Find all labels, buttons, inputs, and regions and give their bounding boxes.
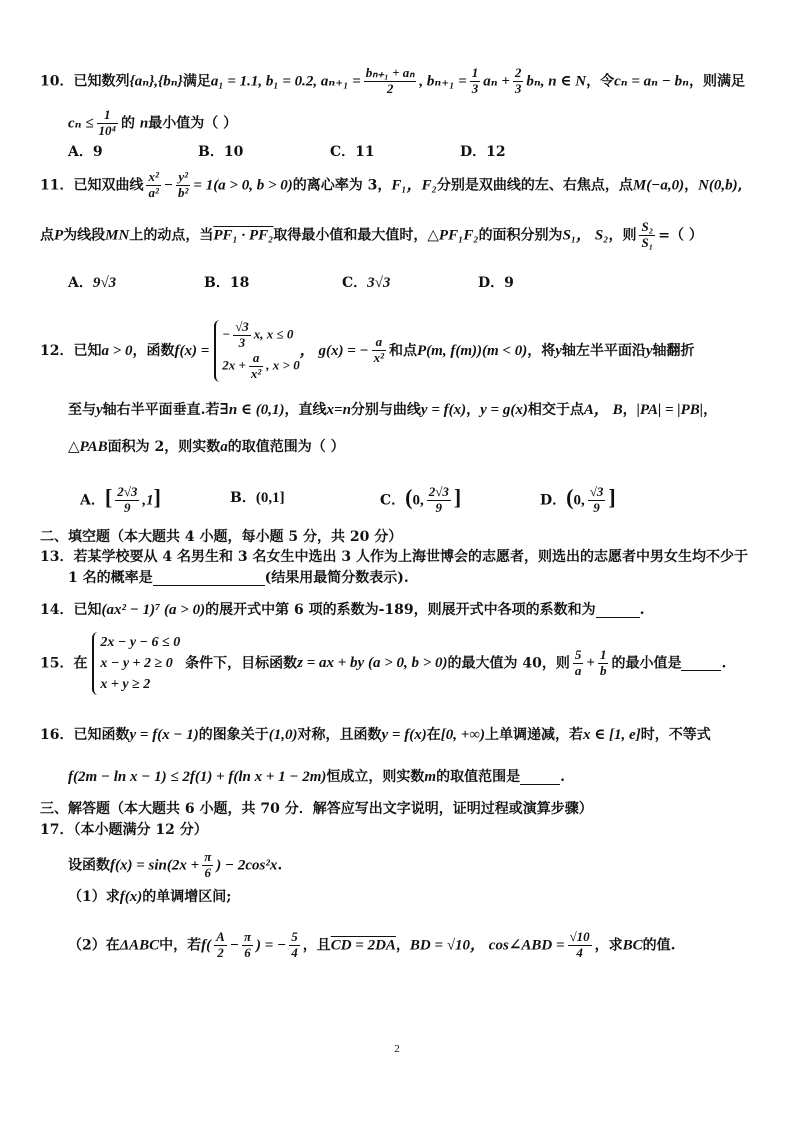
option-c: C．(0, $\frac{2√3}{9}$ ] <box>380 484 462 515</box>
fraction: $\frac{a}{\text{x²}}$ <box>250 349 262 381</box>
fraction: $\frac{\text{bₙ₊₁ + aₙ}}{2}$ <box>365 65 415 96</box>
option-c: C．11 <box>330 144 375 160</box>
question-11-line-1: 11．已知双曲线 $\frac{\text{x²}}{\text{a²}}$ − $\frac{\text{y²}}{\text{b²}}$ = 1(a > 0, b > 0)的离心率为 3，F₁，F₂分别是双曲线的左、右焦点，点M(−a,0)，N(0,b), <box>40 169 743 200</box>
option-d: D．12 <box>460 144 506 160</box>
question-16-line-1: 16．已知函数y = f(x − 1)的图象关于(1,0)对称，且函数y = f(x)在[0, +∞)上单调递减，若x ∈ [1, e]时，不等式 <box>40 727 711 743</box>
option-d: D．(0, $\frac{√3}{9}$ ] <box>540 484 616 515</box>
fraction: $\frac{5}{a}$ <box>574 647 582 678</box>
section-heading-fill-in: 二、填空题（本大题共 4 小题，每小题 5 分，共 20 分） <box>40 529 403 545</box>
question-15: 15．在 2x − y − 6 ≤ 0 x − y + 2 ≥ 0 x + y ≥ 2 条件下，目标函数z = ax + by (a > 0, b > 0)的最大值为 40，则 $\frac{5}{a}$ + $\frac{1}{b}$ 的最小值是 . <box>40 632 726 695</box>
answer-blank <box>681 656 721 671</box>
fraction: $\frac{√3}{9}$ <box>589 484 604 515</box>
question-17-part-1: （1）求f(x)的单调增区间; <box>68 889 232 905</box>
option-b: B．18 <box>204 275 250 291</box>
answer-blank <box>596 603 640 618</box>
fraction: $\frac{A}{2}$ <box>216 929 225 960</box>
fraction: $\frac{\text{y²}}{\text{b²}}$ <box>177 169 189 200</box>
question-17-title: 17．（本小题满分 12 分） <box>40 822 208 838</box>
fraction: $\frac{a}{\text{x²}}$ <box>373 334 385 366</box>
question-16-line-2: f(2m − ln x − 1) ≤ 2f(1) + f(ln x + 1 − 2m)恒成立，则实数m的取值范围是 . <box>68 769 565 785</box>
fraction: $\frac{√3}{3}$ <box>235 319 249 350</box>
option-b: B．10 <box>198 144 244 160</box>
question-12-line-1: 12．已知a > 0，函数f(x) = − $\frac{√3}{3}$ x, x ≤ 0 2x + $\frac{a}{\text{x²}}$ , x > 0 ， g(x) = − $\frac{a}{\text{x²}}$ 和点P(m, f(m))(m < 0)，将y轴左半平面沿y轴翻折 <box>40 319 695 381</box>
question-12-line-2: 至与y轴右半平面垂直.若∃n ∈ (0,1)，直线x=n分别与曲线y = f(x)，y = g(x)相交于点A， B，|PA| = |PB|， <box>68 402 718 418</box>
question-12-options <box>80 477 640 517</box>
fraction: $\frac{\text{x²}}{\text{a²}}$ <box>148 169 159 200</box>
fraction: $\frac{\pi}{6}$ <box>204 849 212 880</box>
option-d: D．9 <box>478 275 514 291</box>
fraction: $\frac{\text{S₂}}{\text{S₁}}$ <box>641 219 654 250</box>
question-11-line-2: 点P为线段MN上的动点，当PF₁ · PF₂取得最小值和最大值时，△PF₁F₂的面积分别为S₁， S₂，则 $\frac{\text{S₂}}{\text{S₁}}$ =（ ） <box>40 219 703 250</box>
question-17-function: 设函数f(x) = sin(2x + $\frac{\pi}{6}$ ) − 2cos²x. <box>68 849 283 880</box>
question-12-line-3: △PAB面积为 2，则实数a的取值范围为（ ） <box>68 439 345 455</box>
answer-blank <box>153 571 265 586</box>
answer-blank <box>520 770 560 785</box>
option-c: C．3√3 <box>342 275 391 291</box>
question-10-line-1: 10．已知数列{aₙ},{bₙ}满足a₁ = 1.1, b₁ = 0.2, aₙ₊₁ = $\frac{\text{bₙ₊₁ + aₙ}}{2}$ , bₙ₊₁ = $\frac{1}{3}$ aₙ + $\frac{2}{3}$ bₙ, n ∈ N，令cₙ = aₙ − bₙ，则满足 <box>40 65 745 96</box>
question-10-line-2: cₙ ≤ $\frac{1}{\text{10⁴}}$ 的 n最小值为（ ） <box>68 107 238 138</box>
option-a: A．9√3 <box>68 275 117 291</box>
page-number: 2 <box>394 1043 400 1055</box>
section-heading-solutions: 三、解答题（本大题共 6 小题，共 70 分．解答应写出文字说明，证明过程或演算步骤） <box>40 801 593 817</box>
fraction: $\frac{1}{3}$ <box>471 65 479 96</box>
fraction: $\frac{2}{3}$ <box>514 65 522 96</box>
constraint-system: 2x − y − 6 ≤ 0 x − y + 2 ≥ 0 x + y ≥ 2 <box>92 632 180 695</box>
question-13-line-2: 1 名的概率是 (结果用最简分数表示). <box>68 570 409 586</box>
fraction: $\frac{1}{\text{10⁴}}$ <box>98 107 117 138</box>
fraction: $\frac{2√3}{9}$ <box>117 484 138 515</box>
fraction: $\frac{2√3}{9}$ <box>428 484 449 515</box>
option-a: A．9 <box>68 144 103 160</box>
question-17-part-2: （2）在ΔABC中，若f( $\frac{A}{2}$ − $\frac{\pi}{6}$ ) = − $\frac{5}{4}$ ，且CD = 2DA，BD = √10， cos∠ABD = $\frac{√10}{4}$ ，求BC的值. <box>68 929 676 960</box>
piecewise-brace: − $\frac{√3}{3}$ x, x ≤ 0 2x + $\frac{a}{\text{x²}}$ , x > 0 <box>214 320 300 382</box>
fraction: $\frac{5}{4}$ <box>291 929 298 960</box>
option-b: B．(0,1] <box>230 490 285 506</box>
fraction: $\frac{√10}{4}$ <box>569 929 590 960</box>
question-14: 14．已知(ax² − 1)⁷ (a > 0)的展开式中第 6 项的系数为-189，则展开式中各项的系数和为 . <box>40 602 645 618</box>
question-13-line-1: 13．若某学校要从 4 名男生和 3 名女生中选出 3 人作为上海世博会的志愿者，则选出的志愿者中男女生均不少于 <box>40 549 748 565</box>
option-a: A．[ $\frac{2√3}{9}$ ,1] <box>80 484 161 515</box>
fraction: $\frac{1}{b}$ <box>599 647 607 678</box>
fraction: $\frac{\pi}{6}$ <box>243 929 252 960</box>
